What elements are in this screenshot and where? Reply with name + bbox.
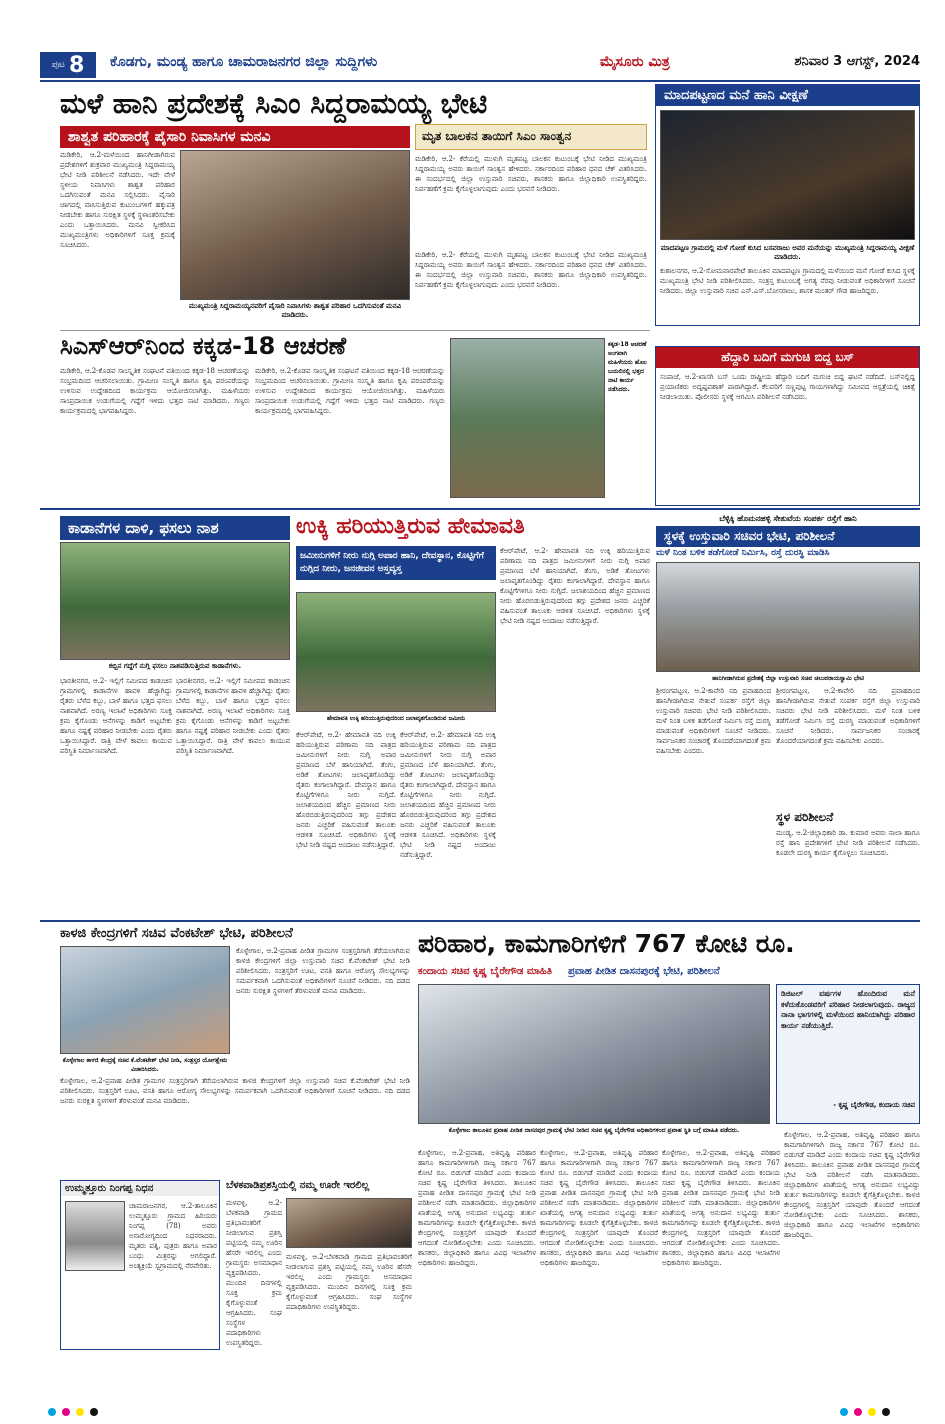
csr-headline: ಸಿಎಸ್‌ಆರ್‌ನಿಂದ ಕಕ್ಕಡ-18 ಆಚರಣೆ: [60, 332, 347, 360]
compensation-quote-attrib: - ಕೃಷ್ಣ ಬೈರೇಗೌಡ, ಕಂದಾಯ ಸಚಿವ: [833, 1101, 915, 1109]
elephant-body: ಭಾರತೀನಗರ, ಆ.2- ಇಲ್ಲಿಗೆ ಸಮೀಪದ ಕಾಡಂಚಿನ ಗ್ರಾಮಗಳಲ್ಲಿ ಕಾಡಾನೆಗಳ ಹಾವಳಿ ಹೆಚ್ಚಾಗಿದ್ದು ರೈತರು ಬೆಳೆದ ಕಬ್ಬು, ಬಾಳೆ ಹಾಗೂ ಭತ್ತದ ಫಸಲು ನಾಶವಾಗಿದೆ. ಅರಣ್ಯ ಇಲಾಖೆ ಅಧಿಕಾರಿಗಳು ಸೂಕ್ತ ಕ್ರಮ ಕೈಗೊಂಡು ಆನೆಗಳನ್ನು ಕಾಡಿಗೆ ಅಟ್ಟಬೇಕು ಹಾಗೂ ನಷ್ಟಕ್ಕೆ ಪರಿಹಾರ ನೀಡಬೇಕು ಎಂದು ರೈತರು ಒತ್ತಾಯಿಸಿದ್ದಾರೆ. ರಾತ್ರಿ ವೇಳೆ ಕಾವಲು ಕಾಯುವ ಪರಿಸ್ಥಿತಿ ನಿರ್ಮಾಣವಾಗಿದೆ.: [60, 677, 172, 755]
belakavadi-photo: [286, 1198, 412, 1248]
compensation-sub-right: ಪ್ರವಾಹ ಪೀಡಿತ ದಾಸನಪುರಕ್ಕೆ ಭೇಟಿ, ಪರಿಶೀಲನೆ: [568, 966, 720, 977]
reg-dot-cyan: [48, 1408, 56, 1416]
compensation-photo-caption: ಕೊಳ್ಳೇಗಾಲ ತಾಲೂಕಿನ ಪ್ರವಾಹ ಪೀಡಿತ ದಾಸನಪುರ ಗ್ರಾಮಕ್ಕೆ ಭೇಟಿ ನೀಡಿದ ಸಚಿವ ಕೃಷ್ಣ ಬೈರೇಗೌಡ ಅಧಿಕಾರಿಗಳಿಂದ ಪ್ರವಾಹ ಸ್ಥಿತಿ ಬಗ್ಗೆ ಮಾಹಿತಿ ಪಡೆದರು.: [448, 1127, 740, 1134]
reg-dot-magenta-r: [854, 1408, 862, 1416]
compensation-quote: ಡಿಜಿಟಲ್ ವರ್ಷಗಳ ಹೊಂದಿರುವ ಮನೆ ಕಳೆದುಕೊಂಡವರಿಗೆ ಪರಿಹಾರ ನೀಡಲಾಗುವುದು. ರಾಜ್ಯದ ನಾನಾ ಭಾಗಗಳಲ್ಲಿ ಮಳೆಯಿಂದ ಹಾನಿಯಾಗಿದ್ದು ಪರಿಹಾರ ಕಾರ್ಯ ನಡೆಯುತ್ತಿದೆ.: [781, 989, 915, 1030]
hemavathi-subhead: ಜಮೀನುಗಳಿಗೆ ನೀರು ನುಗ್ಗಿ ಅಪಾರ ಹಾನಿ, ದೇವಸ್ಥಾನ, ಕೊಟ್ಟಿಗೆಗೆ ನುಗ್ಗಿದ ನೀರು, ಜನಜೀವನ ಅಸ್ತವ್ಯಸ್ತ: [296, 546, 496, 580]
reg-dot-cyan-r: [840, 1408, 848, 1416]
lead-body: ಮಡಿಕೇರಿ, ಆ.2-ಮಳೆಯಿಂದ ಹಾನಿಗೀಡಾಗಿರುವ ಪ್ರದೇಶಗಳಿಗೆ ಶುಕ್ರವಾರ ಮುಖ್ಯಮಂತ್ರಿ ಸಿದ್ದರಾಮಯ್ಯ ಭೇಟಿ ನೀಡಿ ಪರಿಶೀಲನೆ ನಡೆಸಿದರು. ಇದೇ ವೇಳೆ ಸ್ಥಳೀಯ ನಿವಾಸಿಗಳು ಶಾಶ್ವತ ಪರಿಹಾರ ಒದಗಿಸುವಂತೆ ಮನವಿ ಸಲ್ಲಿಸಿದರು. ಪೈಸಾರಿ ಜಾಗದಲ್ಲಿ ವಾಸಿಸುತ್ತಿರುವ ಕುಟುಂಬಗಳಿಗೆ ಹಕ್ಕುಪತ್ರ ನೀಡಬೇಕು ಹಾಗೂ ಸುರಕ್ಷಿತ ಸ್ಥಳಕ್ಕೆ ಸ್ಥಳಾಂತರಿಸಬೇಕು ಎಂದು ಒತ್ತಾಯಿಸಿದರು. ಮನವಿ ಸ್ವೀಕರಿಸಿದ ಮುಖ್ಯಮಂತ್ರಿಗಳು ಅಧಿಕಾರಿಗಳಿಗೆ ಸೂಕ್ತ ಕ್ರಮಕ್ಕೆ ಸೂಚಿಸಿದರು.: [60, 151, 175, 249]
compensation-sub-left: ಕಂದಾಯ ಸಚಿವ ಕೃಷ್ಣ ಬೈರೇಗೌಡ ಮಾಹಿತಿ: [418, 966, 553, 977]
reg-dot-black: [90, 1408, 98, 1416]
condolence-body: ಮಡಿಕೇರಿ, ಆ.2- ಕೆರೆಯಲ್ಲಿ ಮುಳುಗಿ ಮೃತಪಟ್ಟ ಬಾಲಕನ ಕುಟುಂಬಕ್ಕೆ ಭೇಟಿ ನೀಡಿದ ಮುಖ್ಯಮಂತ್ರಿ ಸಿದ್ದರಾಮಯ್ಯ ಅವರು ತಾಯಿಗೆ ಸಾಂತ್ವನ ಹೇಳಿದರು. ಸರ್ಕಾರದಿಂದ ಪರಿಹಾರ ಧನದ ಚೆಕ್ ವಿತರಿಸಿದರು. ಈ ಸಂದರ್ಭದಲ್ಲಿ ಜಿಲ್ಲಾ ಉಸ್ತುವಾರಿ ಸಚಿವರು, ಶಾಸಕರು ಹಾಗೂ ಜಿಲ್ಲಾಧಿಕಾರಿ ಉಪಸ್ಥಿತರಿದ್ದರು. ನಿರ್ವಹಣೆಗೆ ಕ್ರಮ ಕೈಗೊಳ್ಳಲಾಗುವುದು ಎಂದು ಭರವಸೆ ನೀಡಿದರು.: [415, 155, 647, 193]
belakavadi-body: ಮಳವಳ್ಳಿ, ಆ.2-ಬೆಳಕವಾಡಿ ಗ್ರಾಮದ ಪ್ರತಿಭಾವಂತರಿಗೆ ನೀಡಲಾಗುವ ಪ್ರಶಸ್ತಿ ಪಟ್ಟಿಯಲ್ಲಿ ನಮ್ಮ ಊರಿನ ಹೆಸರೇ ಇರಲಿಲ್ಲ ಎಂದು ಗ್ರಾಮಸ್ಥರು ಅಸಮಾಧಾನ ವ್ಯಕ್ತಪಡಿಸಿದರು. ಮುಂದಿನ ದಿನಗಳಲ್ಲಿ ಸೂಕ್ತ ಕ್ರಮ ಕೈಗೊಳ್ಳುವಂತೆ ಆಗ್ರಹಿಸಿದರು. ಸಂಘ ಸಂಸ್ಥೆಗಳ ಪದಾಧಿಕಾರಿಗಳು ಉಪಸ್ಥಿತರಿದ್ದರು.: [226, 1199, 282, 1347]
minister-headline: ಸ್ಥಳಕ್ಕೆ ಉಸ್ತುವಾರಿ ಸಚಿವರ ಭೇಟಿ, ಪರಿಶೀಲನೆ: [656, 526, 920, 547]
obituary-body: ಚಾಮರಾಜನಗರ, ಆ.2-ತಾಲೂಕಿನ ಉಮ್ಮತ್ತೂರು ಗ್ರಾಮದ ಹಿರಿಯರು ನಿಂಗಪ್ಪ (78) ಅವರು ಅನಾರೋಗ್ಯದಿಂದ ನಿಧನರಾದರು. ಮೃತರು ಪತ್ನಿ, ಪುತ್ರರು ಹಾಗೂ ಅಪಾರ ಬಂಧು ಮಿತ್ರರನ್ನು ಅಗಲಿದ್ದಾರೆ. ಅಂತ್ಯಕ್ರಿಯೆ ಸ್ವಗ್ರಾಮದಲ್ಲಿ ನೆರವೇರಿತು.: [129, 1202, 217, 1270]
page-label: ಪುಟ: [51, 60, 65, 70]
kalaji-photo-caption: ಕೊಳ್ಳೇಗಾಲ ಕಾಳಜಿ ಕೇಂದ್ರಕ್ಕೆ ಸಚಿವ ಕೆ.ವೆಂಕಟೇಶ್ ಭೇಟಿ ನೀಡಿ, ಸಂತ್ರಸ್ತರ ಯೋಗಕ್ಷೇಮ ವಿಚಾರಿಸಿದರು.: [62, 1057, 228, 1073]
compensation-quote-box: [776, 984, 920, 1124]
kalaji-photo: [60, 946, 230, 1054]
compensation-body-3: ಕೊಳ್ಳೇಗಾಲ, ಆ.2-ಪ್ರವಾಹ, ಅತಿವೃಷ್ಟಿ ಪರಿಹಾರ ಹಾಗೂ ಕಾಮಗಾರಿಗಳಿಗಾಗಿ ರಾಜ್ಯ ಸರ್ಕಾರ 767 ಕೋಟಿ ರೂ. ಬಿಡುಗಡೆ ಮಾಡಿದೆ ಎಂದು ಕಂದಾಯ ಸಚಿವ ಕೃಷ್ಣ ಬೈರೇಗೌಡ ತಿಳಿಸಿದರು. ತಾಲೂಕಿನ ಪ್ರವಾಹ ಪೀಡಿತ ದಾಸನಪುರ ಗ್ರಾಮಕ್ಕೆ ಭೇಟಿ ನೀಡಿ ಪರಿಶೀಲನೆ ನಡೆಸಿ ಮಾತನಾಡಿದರು. ಜಿಲ್ಲಾಧಿಕಾರಿಗಳ ಖಾತೆಯಲ್ಲಿ ಅಗತ್ಯ ಅನುದಾನ ಲಭ್ಯವಿದ್ದು ತುರ್ತು ಕಾಮಗಾರಿಗಳನ್ನು ಕೂಡಲೇ ಕೈಗೆತ್ತಿಕೊಳ್ಳಬೇಕು. ಕಾಳಜಿ ಕೇಂದ್ರಗಳಲ್ಲಿ ಸಂತ್ರಸ್ತರಿಗೆ ಯಾವುದೇ ತೊಂದರೆ ಆಗದಂತೆ ನೋಡಿಕೊಳ್ಳಬೇಕು ಎಂದು ಸೂಚಿಸಿದರು. ಶಾಸಕರು, ಜಿಲ್ಲಾಧಿಕಾರಿ ಹಾಗೂ ವಿವಿಧ ಇಲಾಖೆಗಳ ಅಧಿಕಾರಿಗಳು ಹಾಜರಿದ್ದರು.: [662, 1149, 780, 1267]
csr-photo: [450, 338, 605, 498]
madapattana-box: [655, 84, 920, 326]
belakavadi-box: [226, 1180, 412, 1350]
elephant-photo: [60, 542, 290, 660]
reg-dot-yellow: [76, 1408, 84, 1416]
reg-dot-black-r: [882, 1408, 890, 1416]
minister-body: ಶ್ರೀರಂಗಪಟ್ಟಣ, ಆ.2-ಕಾವೇರಿ ನದಿ ಪ್ರವಾಹದಿಂದ ಹಾನಿಗೀಡಾಗಿರುವ ಸೇತುವೆ ಸಂಪರ್ಕ ರಸ್ತೆಗೆ ಜಿಲ್ಲಾ ಉಸ್ತುವಾರಿ ಸಚಿವರು ಭೇಟಿ ನೀಡಿ ಪರಿಶೀಲಿಸಿದರು. ಮಳೆ ನಿಂತ ಬಳಿಕ ತಡೆಗೋಡೆ ನಿರ್ಮಿಸಿ ರಸ್ತೆ ದುರಸ್ಥಿ ಮಾಡುವಂತೆ ಅಧಿಕಾರಿಗಳಿಗೆ ಸೂಚನೆ ನೀಡಿದರು. ಸಾರ್ವಜನಿಕರ ಸಂಚಾರಕ್ಕೆ ತೊಂದರೆಯಾಗದಂತೆ ಕ್ರಮ ವಹಿಸಬೇಕು ಎಂದರು.: [656, 687, 771, 755]
compensation-subheads: [418, 966, 920, 977]
compensation-body-4: ಕೊಳ್ಳೇಗಾಲ, ಆ.2-ಪ್ರವಾಹ, ಅತಿವೃಷ್ಟಿ ಪರಿಹಾರ ಹಾಗೂ ಕಾಮಗಾರಿಗಳಿಗಾಗಿ ರಾಜ್ಯ ಸರ್ಕಾರ 767 ಕೋಟಿ ರೂ. ಬಿಡುಗಡೆ ಮಾಡಿದೆ ಎಂದು ಕಂದಾಯ ಸಚಿವ ಕೃಷ್ಣ ಬೈರೇಗೌಡ ತಿಳಿಸಿದರು. ತಾಲೂಕಿನ ಪ್ರವಾಹ ಪೀಡಿತ ದಾಸನಪುರ ಗ್ರಾಮಕ್ಕೆ ಭೇಟಿ ನೀಡಿ ಪರಿಶೀಲನೆ ನಡೆಸಿ ಮಾತನಾಡಿದರು. ಜಿಲ್ಲಾಧಿಕಾರಿಗಳ ಖಾತೆಯಲ್ಲಿ ಅಗತ್ಯ ಅನುದಾನ ಲಭ್ಯವಿದ್ದು ತುರ್ತು ಕಾಮಗಾರಿಗಳನ್ನು ಕೂಡಲೇ ಕೈಗೆತ್ತಿಕೊಳ್ಳಬೇಕು. ಕಾಳಜಿ ಕೇಂದ್ರಗಳಲ್ಲಿ ಸಂತ್ರಸ್ತರಿಗೆ ಯಾವುದೇ ತೊಂದರೆ ಆಗದಂತೆ ನೋಡಿಕೊಳ್ಳಬೇಕು ಎಂದು ಸೂಚಿಸಿದರು. ಶಾಸಕರು, ಜಿಲ್ಲಾಧಿಕಾರಿ ಹಾಗೂ ವಿವಿಧ ಇಲಾಖೆಗಳ ಅಧಿಕಾರಿಗಳು ಹಾಜರಿದ್ದರು.: [784, 1131, 920, 1239]
minister-photo-caption: ಹಾನಿಗೀಡಾಗಿರುವ ಪ್ರದೇಶಕ್ಕೆ ಜಿಲ್ಲಾ ಉಸ್ತುವಾರಿ ಸಚಿವ ಚಲುವರಾಯಸ್ವಾಮಿ ಭೇಟಿ: [712, 675, 864, 682]
obituary-box: [60, 1180, 220, 1350]
paper-name: ಮೈಸೂರು ಮಿತ್ರ: [600, 54, 670, 70]
mid-rule: [40, 508, 920, 510]
csr-photo-caption: ಕಕ್ಕಡ-18 ಆಚರಣೆ ಅಂಗವಾಗಿ ಮಹಿಳೆಯರು ಹೊಲ ಬಯಲಿನಲ್ಲಿ ಭತ್ತದ ನಾಟಿ ಕಾರ್ಯ ನಡೆಸಿದರು.: [608, 341, 647, 393]
hemavathi-photo-caption: ಹೇಮಾವತಿ ಉಕ್ಕಿ ಹರಿಯುತ್ತಿರುವುದರಿಂದ ಜಲಾವೃತಗೊಂಡಿರುವ ಜಮೀನು: [326, 715, 466, 722]
csr-body: ಮಡಿಕೇರಿ, ಆ.2-ಕೊಡವ ಸಾಂಸ್ಕೃತಿಕ ಸಂಘಟನೆ ವತಿಯಿಂದ ಕಕ್ಕಡ-18 ಆಚರಣೆಯನ್ನು ಸಂಭ್ರಮದಿಂದ ಆಚರಿಸಲಾಯಿತು. ಗ್ರಾಮೀಣ ಸಂಸ್ಕೃತಿ ಹಾಗೂ ಕೃಷಿ ಪರಂಪರೆಯನ್ನು ಉಳಿಸುವ ಉದ್ದೇಶದಿಂದ ಕಾರ್ಯಕ್ರಮ ಆಯೋಜಿಸಲಾಗಿತ್ತು. ಮಹಿಳೆಯರು ಸಾಂಪ್ರದಾಯಿಕ ಉಡುಗೆಯಲ್ಲಿ ಗದ್ದೆಗೆ ಇಳಿದು ಭತ್ತದ ನಾಟಿ ಮಾಡಿದರು. ಗಣ್ಯರು ಕಾರ್ಯಕ್ರಮದಲ್ಲಿ ಭಾಗವಹಿಸಿದ್ದರು.: [60, 367, 250, 415]
madapattana-photo-caption: ಮಾದಪಟ್ಟಣ ಗ್ರಾಮದಲ್ಲಿ ಮಳೆ ಗೋಡೆ ಕುಸಿದ ಬಸವರಾಜು ಅವರ ಮನೆಯನ್ನು ಮುಖ್ಯಮಂತ್ರಿ ಸಿದ್ದರಾಮಯ್ಯ ವೀಕ್ಷಣೆ ಮಾಡಿದರು.: [660, 244, 915, 261]
kalaji-headline: ಕಾಳಜಿ ಕೇಂದ್ರಗಳಿಗೆ ಸಚಿವ ವೆಂಕಟೇಶ್ ಭೇಟಿ, ಪರಿಶೀಲನೆ: [60, 926, 293, 941]
hemavathi-body: ಕೆಆರ್‌ಪೇಟೆ, ಆ.2- ಹೇಮಾವತಿ ನದಿ ಉಕ್ಕಿ ಹರಿಯುತ್ತಿರುವ ಪರಿಣಾಮ ನದಿ ಪಾತ್ರದ ಜಮೀನುಗಳಿಗೆ ನೀರು ನುಗ್ಗಿ ಅಪಾರ ಪ್ರಮಾಣದ ಬೆಳೆ ಹಾನಿಯಾಗಿದೆ. ತೆಂಗು, ಅಡಿಕೆ ತೋಟಗಳು ಜಲಾವೃತಗೊಂಡಿದ್ದು ರೈತರು ಕಂಗಾಲಾಗಿದ್ದಾರೆ. ದೇವಸ್ಥಾನ ಹಾಗೂ ಕೊಟ್ಟಿಗೆಗಳಿಗೂ ನೀರು ನುಗ್ಗಿದೆ. ಜಲಾಶಯದಿಂದ ಹೆಚ್ಚಿನ ಪ್ರಮಾಣದ ನೀರು ಹೊರಬಿಡುತ್ತಿರುವುದರಿಂದ ತಗ್ಗು ಪ್ರದೇಶದ ಜನರು ಎಚ್ಚರಿಕೆ ವಹಿಸುವಂತೆ ತಾಲೂಕು ಆಡಳಿತ ಸೂಚಿಸಿದೆ. ಅಧಿಕಾರಿಗಳು ಸ್ಥಳಕ್ಕೆ ಭೇಟಿ ನೀಡಿ ನಷ್ಟದ ಅಂದಾಜು ನಡೆಸುತ್ತಿದ್ದಾರೆ.: [296, 731, 396, 849]
compensation-body: ಕೊಳ್ಳೇಗಾಲ, ಆ.2-ಪ್ರವಾಹ, ಅತಿವೃಷ್ಟಿ ಪರಿಹಾರ ಹಾಗೂ ಕಾಮಗಾರಿಗಳಿಗಾಗಿ ರಾಜ್ಯ ಸರ್ಕಾರ 767 ಕೋಟಿ ರೂ. ಬಿಡುಗಡೆ ಮಾಡಿದೆ ಎಂದು ಕಂದಾಯ ಸಚಿವ ಕೃಷ್ಣ ಬೈರೇಗೌಡ ತಿಳಿಸಿದರು. ತಾಲೂಕಿನ ಪ್ರವಾಹ ಪೀಡಿತ ದಾಸನಪುರ ಗ್ರಾಮಕ್ಕೆ ಭೇಟಿ ನೀಡಿ ಪರಿಶೀಲನೆ ನಡೆಸಿ ಮಾತನಾಡಿದರು. ಜಿಲ್ಲಾಧಿಕಾರಿಗಳ ಖಾತೆಯಲ್ಲಿ ಅಗತ್ಯ ಅನುದಾನ ಲಭ್ಯವಿದ್ದು ತುರ್ತು ಕಾಮಗಾರಿಗಳನ್ನು ಕೂಡಲೇ ಕೈಗೆತ್ತಿಕೊಳ್ಳಬೇಕು. ಕಾಳಜಿ ಕೇಂದ್ರಗಳಲ್ಲಿ ಸಂತ್ರಸ್ತರಿಗೆ ಯಾವುದೇ ತೊಂದರೆ ಆಗದಂತೆ ನೋಡಿಕೊಳ್ಳಬೇಕು ಎಂದು ಸೂಚಿಸಿದರು. ಶಾಸಕರು, ಜಿಲ್ಲಾಧಿಕಾರಿ ಹಾಗೂ ವಿವಿಧ ಇಲಾಖೆಗಳ ಅಧಿಕಾರಿಗಳು ಹಾಜರಿದ್ದರು.: [418, 1149, 536, 1267]
elephant-body-2: ಭಾರತೀನಗರ, ಆ.2- ಇಲ್ಲಿಗೆ ಸಮೀಪದ ಕಾಡಂಚಿನ ಗ್ರಾಮಗಳಲ್ಲಿ ಕಾಡಾನೆಗಳ ಹಾವಳಿ ಹೆಚ್ಚಾಗಿದ್ದು ರೈತರು ಬೆಳೆದ ಕಬ್ಬು, ಬಾಳೆ ಹಾಗೂ ಭತ್ತದ ಫಸಲು ನಾಶವಾಗಿದೆ. ಅರಣ್ಯ ಇಲಾಖೆ ಅಧಿಕಾರಿಗಳು ಸೂಕ್ತ ಕ್ರಮ ಕೈಗೊಂಡು ಆನೆಗಳನ್ನು ಕಾಡಿಗೆ ಅಟ್ಟಬೇಕು ಹಾಗೂ ನಷ್ಟಕ್ಕೆ ಪರಿಹಾರ ನೀಡಬೇಕು ಎಂದು ರೈತರು ಒತ್ತಾಯಿಸಿದ್ದಾರೆ. ರಾತ್ರಿ ವೇಳೆ ಕಾವಲು ಕಾಯುವ ಪರಿಸ್ಥಿತಿ ನಿರ್ಮಾಣವಾಗಿದೆ.: [176, 677, 290, 755]
obituary-headline: ಉಮ್ಮತ್ತೂರು ನಿಂಗಪ್ಪ ನಿಧನ: [61, 1181, 219, 1196]
page-number: 8: [68, 52, 85, 78]
belakavadi-body-2: ಮಳವಳ್ಳಿ, ಆ.2-ಬೆಳಕವಾಡಿ ಗ್ರಾಮದ ಪ್ರತಿಭಾವಂತರಿಗೆ ನೀಡಲಾಗುವ ಪ್ರಶಸ್ತಿ ಪಟ್ಟಿಯಲ್ಲಿ ನಮ್ಮ ಊರಿನ ಹೆಸರೇ ಇರಲಿಲ್ಲ ಎಂದು ಗ್ರಾಮಸ್ಥರು ಅಸಮಾಧಾನ ವ್ಯಕ್ತಪಡಿಸಿದರು. ಮುಂದಿನ ದಿನಗಳಲ್ಲಿ ಸೂಕ್ತ ಕ್ರಮ ಕೈಗೊಳ್ಳುವಂತೆ ಆಗ್ರಹಿಸಿದರು. ಸಂಘ ಸಂಸ್ಥೆಗಳ ಪದಾಧಿಕಾರಿಗಳು ಉಪಸ್ಥಿತರಿದ್ದರು.: [286, 1253, 412, 1311]
masthead-rule: [40, 80, 920, 82]
lead-headline: ಮಳೆ ಹಾನಿ ಪ್ರದೇಶಕ್ಕೆ ಸಿಎಂ ಸಿದ್ದರಾಮಯ್ಯ ಭೇಟಿ: [60, 87, 488, 120]
condolence-body-2: ಮಡಿಕೇರಿ, ಆ.2- ಕೆರೆಯಲ್ಲಿ ಮುಳುಗಿ ಮೃತಪಟ್ಟ ಬಾಲಕನ ಕುಟುಂಬಕ್ಕೆ ಭೇಟಿ ನೀಡಿದ ಮುಖ್ಯಮಂತ್ರಿ ಸಿದ್ದರಾಮಯ್ಯ ಅವರು ತಾಯಿಗೆ ಸಾಂತ್ವನ ಹೇಳಿದರು. ಸರ್ಕಾರದಿಂದ ಪರಿಹಾರ ಧನದ ಚೆಕ್ ವಿತರಿಸಿದರು. ಈ ಸಂದರ್ಭದಲ್ಲಿ ಜಿಲ್ಲಾ ಉಸ್ತುವಾರಿ ಸಚಿವರು, ಶಾಸಕರು ಹಾಗೂ ಜಿಲ್ಲಾಧಿಕಾರಿ ಉಪಸ್ಥಿತರಿದ್ದರು. ನಿರ್ವಹಣೆಗೆ ಕ್ರಮ ಕೈಗೊಳ್ಳಲಾಗುವುದು ಎಂದು ಭರವಸೆ ನೀಡಿದರು.: [415, 251, 647, 289]
minister-kicker: ಬೆಳ್ಳಿಕ್ಕಿ ಹೊಮನಹಳ್ಳಿ ಸೇತುವೆಯ ಸಂಪರ್ಕ ರಸ್ತೆಗೆ ಹಾನಿ: [719, 514, 857, 523]
hemavathi-headline: ಉಕ್ಕಿ ಹರಿಯುತ್ತಿರುವ ಹೇಮಾವತಿ: [296, 514, 525, 539]
csr-body-2: ಮಡಿಕೇರಿ, ಆ.2-ಕೊಡವ ಸಾಂಸ್ಕೃತಿಕ ಸಂಘಟನೆ ವತಿಯಿಂದ ಕಕ್ಕಡ-18 ಆಚರಣೆಯನ್ನು ಸಂಭ್ರಮದಿಂದ ಆಚರಿಸಲಾಯಿತು. ಗ್ರಾಮೀಣ ಸಂಸ್ಕೃತಿ ಹಾಗೂ ಕೃಷಿ ಪರಂಪರೆಯನ್ನು ಉಳಿಸುವ ಉದ್ದೇಶದಿಂದ ಕಾರ್ಯಕ್ರಮ ಆಯೋಜಿಸಲಾಗಿತ್ತು. ಮಹಿಳೆಯರು ಸಾಂಪ್ರದಾಯಿಕ ಉಡುಗೆಯಲ್ಲಿ ಗದ್ದೆಗೆ ಇಳಿದು ಭತ್ತದ ನಾಟಿ ಮಾಡಿದರು. ಗಣ್ಯರು ಕಾರ್ಯಕ್ರಮದಲ್ಲಿ ಭಾಗವಹಿಸಿದ್ದರು.: [255, 367, 445, 415]
compensation-body-2: ಕೊಳ್ಳೇಗಾಲ, ಆ.2-ಪ್ರವಾಹ, ಅತಿವೃಷ್ಟಿ ಪರಿಹಾರ ಹಾಗೂ ಕಾಮಗಾರಿಗಳಿಗಾಗಿ ರಾಜ್ಯ ಸರ್ಕಾರ 767 ಕೋಟಿ ರೂ. ಬಿಡುಗಡೆ ಮಾಡಿದೆ ಎಂದು ಕಂದಾಯ ಸಚಿವ ಕೃಷ್ಣ ಬೈರೇಗೌಡ ತಿಳಿಸಿದರು. ತಾಲೂಕಿನ ಪ್ರವಾಹ ಪೀಡಿತ ದಾಸನಪುರ ಗ್ರಾಮಕ್ಕೆ ಭೇಟಿ ನೀಡಿ ಪರಿಶೀಲನೆ ನಡೆಸಿ ಮಾತನಾಡಿದರು. ಜಿಲ್ಲಾಧಿಕಾರಿಗಳ ಖಾತೆಯಲ್ಲಿ ಅಗತ್ಯ ಅನುದಾನ ಲಭ್ಯವಿದ್ದು ತುರ್ತು ಕಾಮಗಾರಿಗಳನ್ನು ಕೂಡಲೇ ಕೈಗೆತ್ತಿಕೊಳ್ಳಬೇಕು. ಕಾಳಜಿ ಕೇಂದ್ರಗಳಲ್ಲಿ ಸಂತ್ರಸ್ತರಿಗೆ ಯಾವುದೇ ತೊಂದರೆ ಆಗದಂತೆ ನೋಡಿಕೊಳ್ಳಬೇಕು ಎಂದು ಸೂಚಿಸಿದರು. ಶಾಸಕರು, ಜಿಲ್ಲಾಧಿಕಾರಿ ಹಾಗೂ ವಿವಿಧ ಇಲಾಖೆಗಳ ಅಧಿಕಾರಿಗಳು ಹಾಜರಿದ್ದರು.: [540, 1149, 658, 1267]
belakavadi-headline: ಬೆಳಕವಾಡಿಪ್ರಶಸ್ತಿಯಲ್ಲಿ ನಮ್ಮ ಊರೇ ಇರಲಿಲ್ಲ: [226, 1180, 370, 1191]
bus-headline: ಹೆದ್ದಾರಿ ಬದಿಗೆ ಮಗುಚಿ ಬಿದ್ದ ಬಸ್: [656, 347, 919, 368]
reg-dot-yellow-r: [868, 1408, 876, 1416]
kalaji-body: ಕೊಳ್ಳೇಗಾಲ, ಆ.2-ಪ್ರವಾಹ ಪೀಡಿತ ಗ್ರಾಮಗಳ ಸಂತ್ರಸ್ತರಿಗಾಗಿ ತೆರೆಯಲಾಗಿರುವ ಕಾಳಜಿ ಕೇಂದ್ರಗಳಿಗೆ ಜಿಲ್ಲಾ ಉಸ್ತುವಾರಿ ಸಚಿವ ಕೆ.ವೆಂಕಟೇಶ್ ಭೇಟಿ ನೀಡಿ ಪರಿಶೀಲಿಸಿದರು. ಸಂತ್ರಸ್ತರಿಗೆ ಊಟ, ವಸತಿ ಹಾಗೂ ಆರೋಗ್ಯ ಸೌಲಭ್ಯಗಳನ್ನು ಸಮರ್ಪಕವಾಗಿ ಒದಗಿಸುವಂತೆ ಅಧಿಕಾರಿಗಳಿಗೆ ಸೂಚನೆ ನೀಡಿದರು. ನದಿ ದಡದ ಜನರು ಸುರಕ್ಷಿತ ಸ್ಥಳಗಳಿಗೆ ತೆರಳುವಂತೆ ಮನವಿ ಮಾಡಿದರು.: [236, 947, 410, 995]
compensation-headline: ಪರಿಹಾರ, ಕಾಮಗಾರಿಗಳಿಗೆ 767 ಕೋಟಿ ರೂ.: [418, 929, 795, 958]
hemavathi-body-3: ಕೆಆರ್‌ಪೇಟೆ, ಆ.2- ಹೇಮಾವತಿ ನದಿ ಉಕ್ಕಿ ಹರಿಯುತ್ತಿರುವ ಪರಿಣಾಮ ನದಿ ಪಾತ್ರದ ಜಮೀನುಗಳಿಗೆ ನೀರು ನುಗ್ಗಿ ಅಪಾರ ಪ್ರಮಾಣದ ಬೆಳೆ ಹಾನಿಯಾಗಿದೆ. ತೆಂಗು, ಅಡಿಕೆ ತೋಟಗಳು ಜಲಾವೃತಗೊಂಡಿದ್ದು ರೈತರು ಕಂಗಾಲಾಗಿದ್ದಾರೆ. ದೇವಸ್ಥಾನ ಹಾಗೂ ಕೊಟ್ಟಿಗೆಗಳಿಗೂ ನೀರು ನುಗ್ಗಿದೆ. ಜಲಾಶಯದಿಂದ ಹೆಚ್ಚಿನ ಪ್ರಮಾಣದ ನೀರು ಹೊರಬಿಡುತ್ತಿರುವುದರಿಂದ ತಗ್ಗು ಪ್ರದೇಶದ ಜನರು ಎಚ್ಚರಿಕೆ ವಹಿಸುವಂತೆ ತಾಲೂಕು ಆಡಳಿತ ಸೂಚಿಸಿದೆ. ಅಧಿಕಾರಿಗಳು ಸ್ಥಳಕ್ಕೆ ಭೇಟಿ ನೀಡಿ ನಷ್ಟದ ಅಂದಾಜು ನಡೆಸುತ್ತಿದ್ದಾರೆ.: [500, 547, 650, 625]
obituary-portrait: [65, 1201, 125, 1271]
minister-photo: [656, 562, 920, 672]
minister-subhead: ಮಳೆ ನಿಂತ ಬಳಿಕ ತಡೆಗೋಡೆ ನಿರ್ಮಿಸಿ, ರಸ್ತೆ ದುರಸ್ಥಿ ಮಾಡಿಸಿ: [656, 548, 830, 558]
section-title: ಕೊಡಗು, ಮಂಡ್ಯ ಹಾಗೂ ಚಾಮರಾಜನಗರ ಜಿಲ್ಲಾ ಸುದ್ದಿಗಳು: [110, 54, 378, 70]
condolence-headline: ಮೃತ ಬಾಲಕನ ತಾಯಿಗೆ ಸಿಎಂ ಸಾಂತ್ವನ: [422, 129, 572, 143]
madapattana-headline: ಮಾದಪಟ್ಟಣದ ಮನೆ ಹಾನಿ ವೀಕ್ಷಣೆ: [656, 85, 919, 106]
condolence-head-box: [415, 124, 647, 150]
minister-side-body: ಮಂಡ್ಯ, ಆ.2-ಜಿಲ್ಲಾಧಿಕಾರಿ ಡಾ. ಕುಮಾರ ಅವರು ನಾಲಾ ಹಾಗೂ ರಸ್ತೆ ಹಾನಿ ಪ್ರದೇಶಗಳಿಗೆ ಭೇಟಿ ನೀಡಿ ಪರಿಶೀಲನೆ ನಡೆಸಿದರು. ಕೂಡಲೇ ದುರಸ್ಥಿ ಕಾರ್ಯ ಕೈಗೊಳ್ಳಲು ಸೂಚಿಸಿದರು.: [776, 829, 920, 857]
masthead: [40, 48, 920, 80]
page-number-box: [40, 52, 96, 78]
csr-top-rule: [60, 330, 650, 331]
registration-marks: [0, 1408, 945, 1418]
reg-dot-magenta: [62, 1408, 70, 1416]
compensation-photo: [418, 984, 770, 1124]
minister-side-head: ಸ್ಥಳ ಪರಿಶೀಲನೆ: [776, 810, 834, 824]
madapattana-photo: [660, 110, 915, 240]
bus-body: ಸಂಪಾಜೆ, ಆ.2-ಖಾಸಗಿ ಬಸ್ ಒಂದು ರಾಷ್ಟ್ರೀಯ ಹೆದ್ದಾರಿ ಬದಿಗೆ ಮಗುಚಿ ಬಿದ್ದ ಘಟನೆ ನಡೆದಿದೆ. ಬಸ್‌ನಲ್ಲಿದ್ದ ಪ್ರಯಾಣಿಕರು ಅದೃಷ್ಟವಶಾತ್ ಪಾರಾಗಿದ್ದಾರೆ. ಕೆಲವರಿಗೆ ಸಣ್ಣಪುಟ್ಟ ಗಾಯಗಳಾಗಿದ್ದು ಸಮೀಪದ ಆಸ್ಪತ್ರೆಯಲ್ಲಿ ಚಿಕಿತ್ಸೆ ನೀಡಲಾಯಿತು. ಪೊಲೀಸರು ಸ್ಥಳಕ್ಕೆ ಆಗಮಿಸಿ ಪರಿಶೀಲನೆ ನಡೆಸಿದರು.: [660, 373, 915, 401]
lead-photo: [180, 150, 410, 300]
madapattana-body: ಕುಶಾಲನಗರ, ಆ.2-ಸೋಮವಾರಪೇಟೆ ತಾಲೂಕಿನ ಮಾದಪಟ್ಟಣ ಗ್ರಾಮದಲ್ಲಿ ಮಳೆಯಿಂದ ಮನೆ ಗೋಡೆ ಕುಸಿದ ಸ್ಥಳಕ್ಕೆ ಮುಖ್ಯಮಂತ್ರಿ ಭೇಟಿ ನೀಡಿ ಪರಿಶೀಲಿಸಿದರು. ಸಂತ್ರಸ್ತ ಕುಟುಂಬಕ್ಕೆ ಅಗತ್ಯ ನೆರವು ನೀಡುವಂತೆ ಅಧಿಕಾರಿಗಳಿಗೆ ಸೂಚನೆ ನೀಡಿದರು. ಜಿಲ್ಲಾ ಉಸ್ತುವಾರಿ ಸಚಿವ ಎನ್.ಎಸ್.ಬೋಸರಾಜು, ಶಾಸಕ ಮಂತರ್ ಗೌಡ ಹಾಜರಿದ್ದರು.: [660, 267, 915, 295]
bus-box: [655, 346, 920, 506]
lead-photo-caption: ಮುಖ್ಯಮಂತ್ರಿ ಸಿದ್ದರಾಮಯ್ಯನವರಿಗೆ ಪೈಸಾರಿ ನಿವಾಸಿಗಳು ಶಾಶ್ವತ ಪರಿಹಾರ ಒದಗಿಸುವಂತೆ ಮನವಿ ಮಾಡಿದರು.: [188, 302, 402, 319]
date-line: ಶನಿವಾರ 3 ಆಗಸ್ಟ್, 2024: [794, 54, 920, 69]
minister-body-2: ಶ್ರೀರಂಗಪಟ್ಟಣ, ಆ.2-ಕಾವೇರಿ ನದಿ ಪ್ರವಾಹದಿಂದ ಹಾನಿಗೀಡಾಗಿರುವ ಸೇತುವೆ ಸಂಪರ್ಕ ರಸ್ತೆಗೆ ಜಿಲ್ಲಾ ಉಸ್ತುವಾರಿ ಸಚಿವರು ಭೇಟಿ ನೀಡಿ ಪರಿಶೀಲಿಸಿದರು. ಮಳೆ ನಿಂತ ಬಳಿಕ ತಡೆಗೋಡೆ ನಿರ್ಮಿಸಿ ರಸ್ತೆ ದುರಸ್ಥಿ ಮಾಡುವಂತೆ ಅಧಿಕಾರಿಗಳಿಗೆ ಸೂಚನೆ ನೀಡಿದರು. ಸಾರ್ವಜನಿಕರ ಸಂಚಾರಕ್ಕೆ ತೊಂದರೆಯಾಗದಂತೆ ಕ್ರಮ ವಹಿಸಬೇಕು ಎಂದರು.: [776, 687, 920, 745]
elephant-photo-caption: ಕಬ್ಬಿನ ಗದ್ದೆಗೆ ನುಗ್ಗಿ ಫಸಲು ನಾಶಪಡಿಸುತ್ತಿರುವ ಕಾಡಾನೆಗಳು.: [108, 662, 242, 670]
lead-subhead: ಶಾಶ್ವತ ಪರಿಹಾರಕ್ಕೆ ಪೈಸಾರಿ ನಿವಾಸಿಗಳ ಮನವಿ: [60, 126, 410, 148]
elephant-headline: ಕಾಡಾನೆಗಳ ದಾಳಿ, ಫಸಲು ನಾಶ: [60, 516, 290, 540]
kalaji-body-2: ಕೊಳ್ಳೇಗಾಲ, ಆ.2-ಪ್ರವಾಹ ಪೀಡಿತ ಗ್ರಾಮಗಳ ಸಂತ್ರಸ್ತರಿಗಾಗಿ ತೆರೆಯಲಾಗಿರುವ ಕಾಳಜಿ ಕೇಂದ್ರಗಳಿಗೆ ಜಿಲ್ಲಾ ಉಸ್ತುವಾರಿ ಸಚಿವ ಕೆ.ವೆಂಕಟೇಶ್ ಭೇಟಿ ನೀಡಿ ಪರಿಶೀಲಿಸಿದರು. ಸಂತ್ರಸ್ತರಿಗೆ ಊಟ, ವಸತಿ ಹಾಗೂ ಆರೋಗ್ಯ ಸೌಲಭ್ಯಗಳನ್ನು ಸಮರ್ಪಕವಾಗಿ ಒದಗಿಸುವಂತೆ ಅಧಿಕಾರಿಗಳಿಗೆ ಸೂಚನೆ ನೀಡಿದರು. ನದಿ ದಡದ ಜನರು ಸುರಕ್ಷಿತ ಸ್ಥಳಗಳಿಗೆ ತೆರಳುವಂತೆ ಮನವಿ ಮಾಡಿದರು.: [60, 1077, 410, 1105]
hemavathi-photo: [296, 592, 496, 712]
hemavathi-body-2: ಕೆಆರ್‌ಪೇಟೆ, ಆ.2- ಹೇಮಾವತಿ ನದಿ ಉಕ್ಕಿ ಹರಿಯುತ್ತಿರುವ ಪರಿಣಾಮ ನದಿ ಪಾತ್ರದ ಜಮೀನುಗಳಿಗೆ ನೀರು ನುಗ್ಗಿ ಅಪಾರ ಪ್ರಮಾಣದ ಬೆಳೆ ಹಾನಿಯಾಗಿದೆ. ತೆಂಗು, ಅಡಿಕೆ ತೋಟಗಳು ಜಲಾವೃತಗೊಂಡಿದ್ದು ರೈತರು ಕಂಗಾಲಾಗಿದ್ದಾರೆ. ದೇವಸ್ಥಾನ ಹಾಗೂ ಕೊಟ್ಟಿಗೆಗಳಿಗೂ ನೀರು ನುಗ್ಗಿದೆ. ಜಲಾಶಯದಿಂದ ಹೆಚ್ಚಿನ ಪ್ರಮಾಣದ ನೀರು ಹೊರಬಿಡುತ್ತಿರುವುದರಿಂದ ತಗ್ಗು ಪ್ರದೇಶದ ಜನರು ಎಚ್ಚರಿಕೆ ವಹಿಸುವಂತೆ ತಾಲೂಕು ಆಡಳಿತ ಸೂಚಿಸಿದೆ. ಅಧಿಕಾರಿಗಳು ಸ್ಥಳಕ್ಕೆ ಭೇಟಿ ನೀಡಿ ನಷ್ಟದ ಅಂದಾಜು ನಡೆಸುತ್ತಿದ್ದಾರೆ.: [400, 731, 496, 859]
lower-rule: [40, 920, 920, 922]
